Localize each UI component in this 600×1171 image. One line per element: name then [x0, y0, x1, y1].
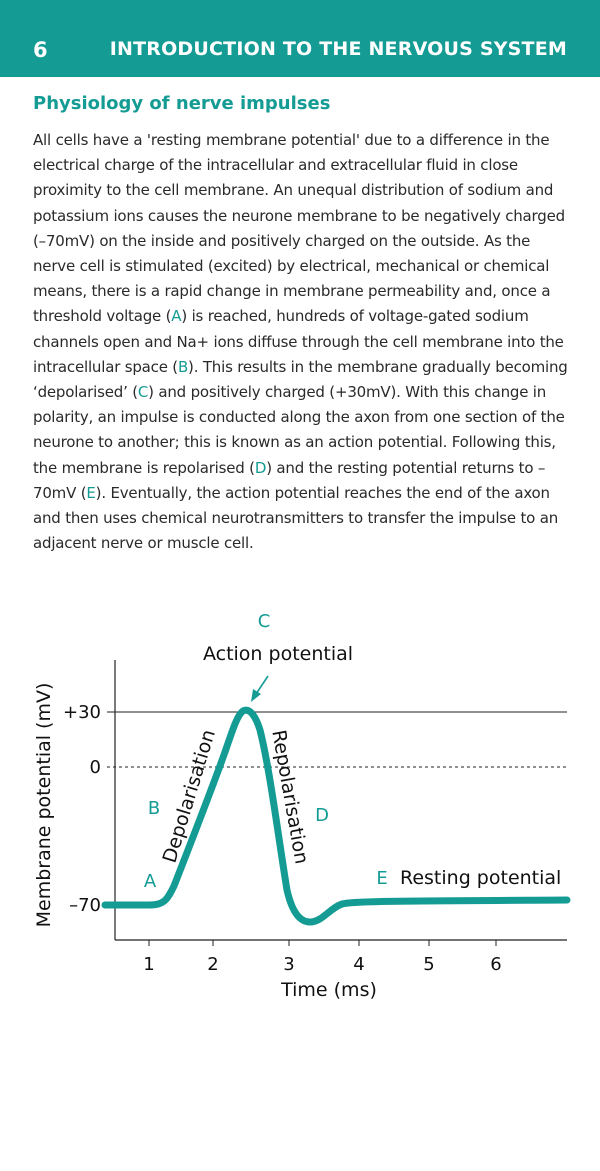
peak-arrow-shaft [256, 676, 268, 694]
depolarisation-label: Depolarisation [158, 727, 220, 866]
marker-b: B [177, 357, 189, 376]
body-text-part: ). This results in the membrane gradually becoming ‘depolarised’ ( [33, 357, 568, 402]
marker-d: D [254, 458, 267, 477]
running-header [0, 0, 600, 77]
peak-arrow-head [251, 689, 261, 702]
x-tick-label: 6 [490, 954, 502, 975]
body-paragraph [33, 128, 573, 556]
action-potential-figure [0, 590, 600, 1030]
marker-a: A [171, 307, 182, 326]
action-potential-label: Action potential [202, 643, 354, 665]
letter-e: E [376, 868, 388, 889]
resting-potential-label: Resting potential [400, 867, 562, 889]
body-text-part: ) is reached, hundreds of voltage-gated sodium channels open and Na+ ions diffuse through the cell membrane into the intracellular space ( [33, 307, 564, 376]
running-title: INTRODUCTION TO THE NERVOUS SYSTEM [109, 38, 567, 60]
x-tick-label: 5 [423, 954, 435, 975]
letter-b: B [147, 798, 161, 819]
marker-e: E [86, 483, 96, 502]
x-tick-label: 2 [207, 954, 219, 975]
repolarisation-label: Repolarisation [267, 728, 313, 866]
y-tick-label-minus70: –70 [69, 895, 101, 916]
x-tick-label: 4 [353, 954, 365, 975]
body-text-part: ). Eventually, the action potential reaches the end of the axon and then uses chemical neurotransmitters to transfer the impulse to an adjacent nerve or muscle cell. [33, 483, 559, 553]
body-text-part: ) and positively charged (+30mV). With this change in polarity, an impulse is conducted along the axon from one section of the neurone to another; this is known as an action potential. Following this, the membrane is repolarised ( [33, 383, 565, 477]
letter-c: C [257, 611, 271, 632]
body-text-part: All cells have a 'resting membrane potential' due to a difference in the electrical charge of the intracellular and extracellular fluid in close proximity to the cell membrane. An unequal distribution of sodium and potassium ions causes the neurone membrane to be negatively charged (–70mV) on the inside and positively charged on the outside. As the nerve cell is stimulated (excited) by electrical, mechanical or chemical means, there is a rapid change in membrane permeability and, once a threshold voltage ( [33, 131, 565, 326]
x-tick-label: 3 [283, 954, 295, 975]
marker-c: C [137, 383, 149, 402]
y-tick-label-plus30: +30 [63, 702, 101, 723]
y-tick-label-zero: 0 [89, 757, 101, 778]
letter-a: A [143, 871, 157, 892]
body-text-part: ) and the resting potential returns to –70mV ( [33, 458, 546, 502]
y-axis-title: Membrane potential (mV) [33, 682, 55, 928]
letter-d: D [315, 805, 329, 826]
x-axis-title: Time (ms) [281, 979, 377, 1001]
x-tick-label: 1 [143, 954, 155, 975]
section-title: Physiology of nerve impulses [33, 93, 331, 114]
page-number: 6 [33, 38, 48, 62]
